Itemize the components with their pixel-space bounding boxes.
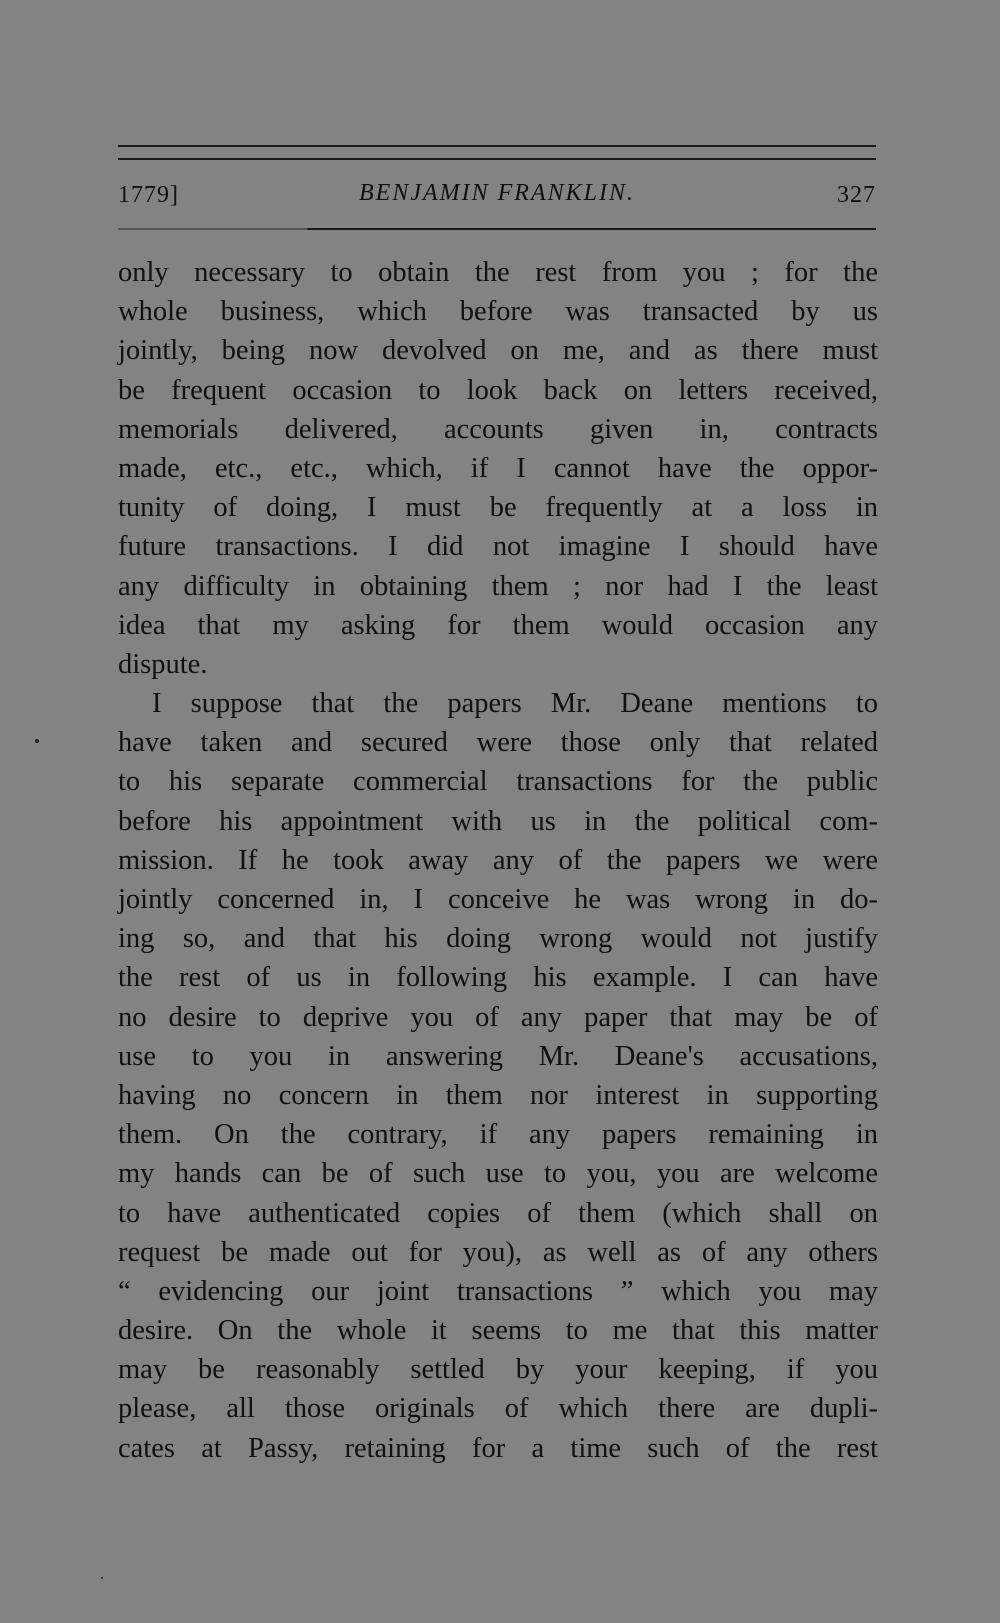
text-line: idea that my asking for them would occasion any	[118, 609, 878, 641]
header-rule-top	[118, 145, 876, 147]
text-line: no desire to deprive you of any paper that may be of	[118, 1001, 878, 1033]
text-line: tunity of doing, I must be frequently at a loss in	[118, 492, 878, 524]
text-line: whole business, which before was transacted by us	[118, 296, 878, 328]
text-line: ing so, and that his doing wrong would not justify	[118, 923, 878, 955]
header-year: 1779]	[118, 182, 179, 208]
text-line: my hands can be of such use to you, you are welcome	[118, 1158, 878, 1190]
text-line: “ evidencing our joint transactions ” which you may	[118, 1275, 878, 1307]
text-line: them. On the contrary, if any papers remaining in	[118, 1119, 878, 1151]
header-rule-second	[118, 158, 876, 160]
text-line: cates at Passy, retaining for a time such of the rest	[118, 1432, 878, 1464]
text-line: please, all those originals of which there are dupli-	[118, 1393, 878, 1425]
text-line: the rest of us in following his example. I can have	[118, 962, 878, 994]
text-line: having no concern in them nor interest in supporting	[118, 1079, 878, 1111]
text-line: memorials delivered, accounts given in, contracts	[118, 413, 878, 445]
body-text	[118, 253, 878, 1468]
text-line: before his appointment with us in the political com-	[118, 805, 878, 837]
text-line: use to you in answering Mr. Deane's accusations,	[118, 1040, 878, 1072]
running-title: BENJAMIN FRANKLIN.	[359, 180, 635, 206]
text-line: only necessary to obtain the rest from you ; for the	[118, 257, 878, 288]
text-line: desire. On the whole it seems to me that this matter	[118, 1315, 878, 1347]
text-line: made, etc., etc., which, if I cannot have the oppor-	[118, 452, 878, 484]
margin-speck	[101, 1577, 103, 1579]
text-line: request be made out for you), as well as of any others	[118, 1236, 878, 1268]
text-line: have taken and secured were those only that related	[118, 727, 878, 759]
header-rule-under	[118, 228, 876, 230]
text-line: mission. If he took away any of the papers we were	[118, 844, 878, 876]
text-line: jointly concerned in, I conceive he was wrong in do-	[118, 884, 878, 915]
paragraph-end-line: dispute.	[118, 648, 208, 680]
paragraph-start-line: I suppose that the papers Mr. Deane mentions to	[152, 688, 878, 720]
page-number: 327	[837, 182, 876, 208]
margin-speck	[35, 739, 39, 743]
text-line: future transactions. I did not imagine I should have	[118, 531, 878, 563]
text-line: to his separate commercial transactions for the public	[118, 766, 878, 798]
text-line: may be reasonably settled by your keeping, if you	[118, 1354, 878, 1386]
text-line: any difficulty in obtaining them ; nor had I the least	[118, 570, 878, 602]
text-line: jointly, being now devolved on me, and as there must	[118, 335, 878, 367]
text-line: be frequent occasion to look back on letters received,	[118, 374, 878, 406]
running-header	[118, 178, 876, 218]
text-line: to have authenticated copies of them (which shall on	[118, 1197, 878, 1229]
